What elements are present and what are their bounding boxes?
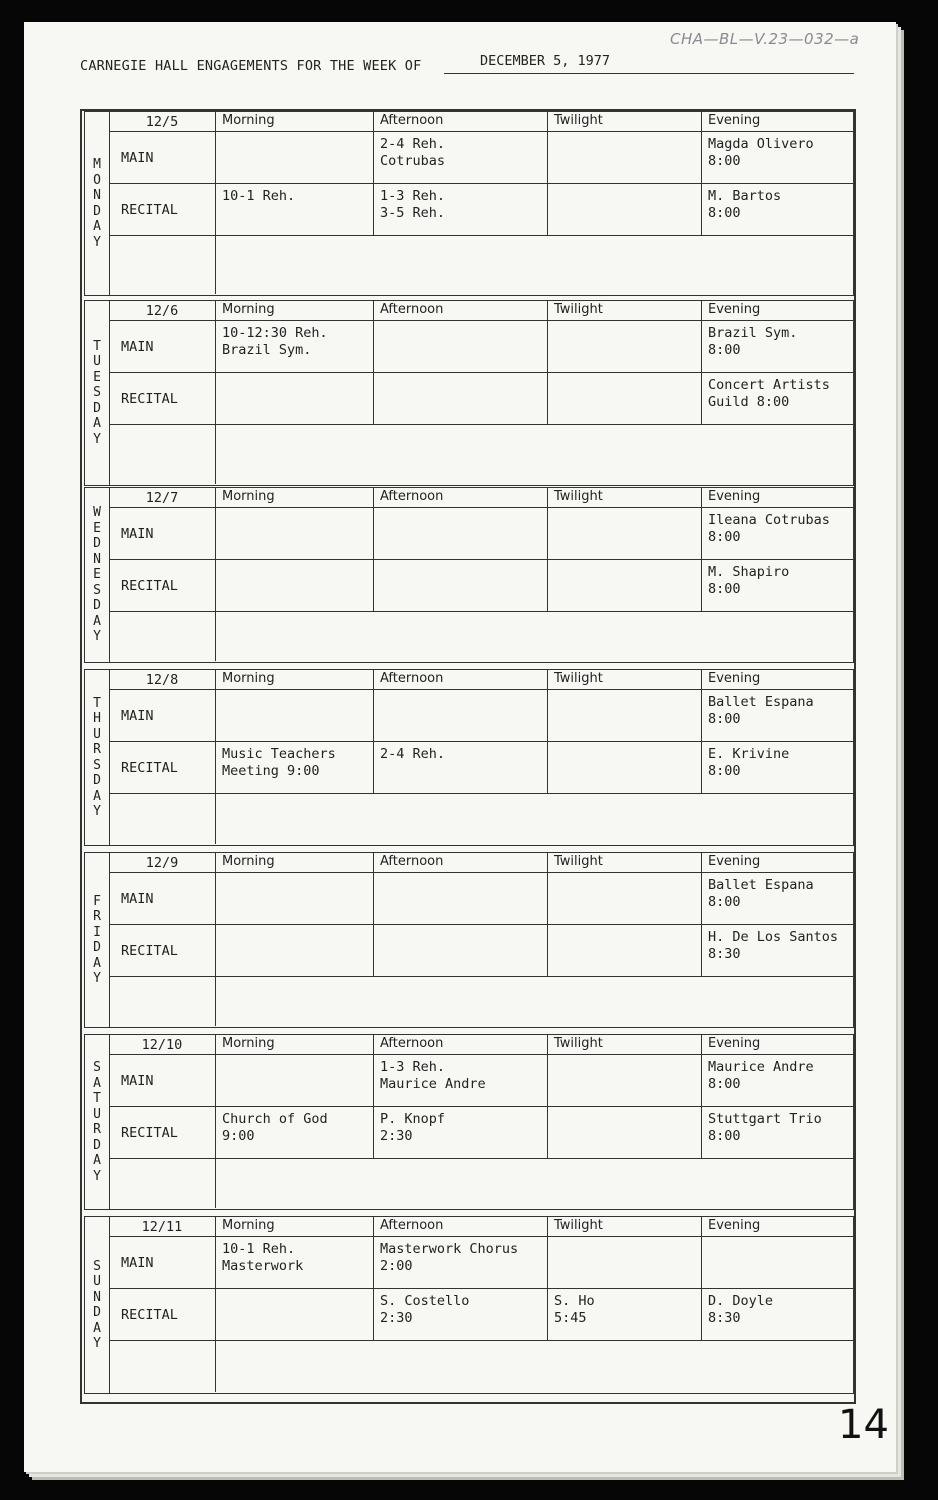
schedule-cell-main-evening: Magda Olivero 8:00 [701,132,855,184]
column-header-twilight: Twilight [547,853,701,873]
column-header-twilight: Twilight [547,1217,701,1237]
room-label-recital: RECITAL [109,373,215,425]
day-date: 12/11 [109,1217,215,1237]
schedule-cell-recital-twilight [547,373,701,425]
column-header-afternoon: Afternoon [373,488,547,508]
schedule-cell-main-twilight [547,508,701,560]
schedule-cell-main-evening: Ballet Espana 8:00 [701,690,855,742]
room-label-main: MAIN [109,132,215,184]
column-header-afternoon: Afternoon [373,1217,547,1237]
room-label-recital: RECITAL [109,742,215,794]
schedule-cell-main-evening: Maurice Andre 8:00 [701,1055,855,1107]
day-name: S U N D A Y [85,1217,110,1393]
day-name: W E D N E S D A Y [85,488,110,662]
day-date: 12/8 [109,670,215,690]
column-header-twilight: Twilight [547,1035,701,1055]
column-header-evening: Evening [701,1035,855,1055]
column-header-twilight: Twilight [547,670,701,690]
room-label-recital: RECITAL [109,1107,215,1159]
column-header-evening: Evening [701,488,855,508]
schedule-cell-main-evening: Brazil Sym. 8:00 [701,321,855,373]
notes-label-area [109,977,215,1026]
schedule-cell-recital-morning: Church of God 9:00 [215,1107,373,1159]
day-name: T U E S D A Y [85,301,110,485]
notes-label-area [109,236,215,294]
schedule-cell-recital-morning [215,373,373,425]
page-number: 14 [838,1402,889,1448]
notes-area [215,425,855,484]
schedule-cell-main-twilight [547,1237,701,1289]
date-underline [444,73,854,74]
schedule-cell-main-morning [215,873,373,925]
day-block-friday [84,852,854,1028]
day-date: 12/5 [109,112,215,132]
schedule-cell-recital-twilight [547,1107,701,1159]
room-label-main: MAIN [109,321,215,373]
column-header-twilight: Twilight [547,112,701,132]
schedule-cell-main-morning [215,508,373,560]
schedule-cell-main-twilight [547,321,701,373]
column-header-afternoon: Afternoon [373,670,547,690]
schedule-cell-recital-morning [215,925,373,977]
schedule-cell-recital-morning [215,1289,373,1341]
schedule-cell-recital-evening: M. Shapiro 8:00 [701,560,855,612]
schedule-cell-recital-evening: M. Bartos 8:00 [701,184,855,236]
schedule-cell-recital-twilight [547,560,701,612]
schedule-cell-main-afternoon [373,508,547,560]
schedule-cell-main-morning [215,690,373,742]
day-date: 12/10 [109,1035,215,1055]
column-header-afternoon: Afternoon [373,112,547,132]
schedule-cell-recital-afternoon [373,373,547,425]
column-header-twilight: Twilight [547,488,701,508]
day-block-wednesday [84,487,854,663]
column-header-morning: Morning [215,112,373,132]
column-header-twilight: Twilight [547,301,701,321]
schedule-cell-recital-afternoon: S. Costello 2:30 [373,1289,547,1341]
schedule-cell-main-afternoon [373,690,547,742]
schedule-cell-recital-afternoon [373,925,547,977]
schedule-cell-recital-evening: H. De Los Santos 8:30 [701,925,855,977]
schedule-cell-main-morning: 10-12:30 Reh. Brazil Sym. [215,321,373,373]
day-block-monday [84,111,854,296]
room-label-main: MAIN [109,508,215,560]
notes-label-area [109,612,215,661]
room-label-main: MAIN [109,873,215,925]
day-date: 12/6 [109,301,215,321]
column-header-afternoon: Afternoon [373,301,547,321]
room-label-recital: RECITAL [109,184,215,236]
document-title: CARNEGIE HALL ENGAGEMENTS FOR THE WEEK OF [80,58,422,74]
schedule-cell-main-afternoon: Masterwork Chorus 2:00 [373,1237,547,1289]
notes-area [215,236,855,294]
schedule-cell-recital-evening: Stuttgart Trio 8:00 [701,1107,855,1159]
day-date: 12/7 [109,488,215,508]
schedule-cell-main-evening [701,1237,855,1289]
schedule-cell-recital-afternoon: 1-3 Reh. 3-5 Reh. [373,184,547,236]
column-header-morning: Morning [215,670,373,690]
schedule-cell-main-evening: Ileana Cotrubas 8:00 [701,508,855,560]
schedule-cell-recital-twilight [547,184,701,236]
schedule-cell-recital-twilight [547,742,701,794]
schedule-cell-main-afternoon: 1-3 Reh. Maurice Andre [373,1055,547,1107]
column-header-evening: Evening [701,853,855,873]
schedule-cell-recital-evening: D. Doyle 8:30 [701,1289,855,1341]
schedule-cell-main-afternoon [373,873,547,925]
day-name: S A T U R D A Y [85,1035,110,1209]
column-header-evening: Evening [701,112,855,132]
day-block-tuesday [84,300,854,486]
notes-area [215,612,855,661]
column-header-afternoon: Afternoon [373,1035,547,1055]
column-header-morning: Morning [215,301,373,321]
column-header-morning: Morning [215,1035,373,1055]
room-label-main: MAIN [109,1055,215,1107]
column-header-morning: Morning [215,1217,373,1237]
notes-label-area [109,1341,215,1392]
schedule-cell-recital-twilight [547,925,701,977]
day-name: F R I D A Y [85,853,110,1027]
schedule-cell-main-morning [215,132,373,184]
day-name: M O N D A Y [85,112,110,295]
schedule-cell-recital-twilight: S. Ho 5:45 [547,1289,701,1341]
notes-label-area [109,425,215,484]
room-label-recital: RECITAL [109,560,215,612]
column-header-morning: Morning [215,853,373,873]
schedule-cell-recital-morning [215,560,373,612]
schedule-cell-main-afternoon [373,321,547,373]
schedule-cell-main-morning: 10-1 Reh. Masterwork [215,1237,373,1289]
column-header-evening: Evening [701,1217,855,1237]
room-label-recital: RECITAL [109,925,215,977]
room-label-main: MAIN [109,690,215,742]
room-label-main: MAIN [109,1237,215,1289]
schedule-cell-recital-afternoon: P. Knopf 2:30 [373,1107,547,1159]
notes-area [215,794,855,844]
column-header-afternoon: Afternoon [373,853,547,873]
schedule-cell-recital-evening: E. Krivine 8:00 [701,742,855,794]
notes-area [215,1341,855,1392]
schedule-cell-recital-evening: Concert Artists Guild 8:00 [701,373,855,425]
schedule-cell-main-twilight [547,1055,701,1107]
schedule-cell-main-evening: Ballet Espana 8:00 [701,873,855,925]
notes-label-area [109,1159,215,1208]
day-block-sunday [84,1216,854,1394]
schedule-cell-recital-morning: 10-1 Reh. [215,184,373,236]
schedule-cell-main-twilight [547,873,701,925]
schedule-cell-main-afternoon: 2-4 Reh. Cotrubas [373,132,547,184]
archive-code-handwritten: CHA—BL—V.23—032—a [670,30,860,48]
notes-label-area [109,794,215,844]
room-label-recital: RECITAL [109,1289,215,1341]
day-name: T H U R S D A Y [85,670,110,845]
schedule-cell-recital-morning: Music Teachers Meeting 9:00 [215,742,373,794]
notes-area [215,977,855,1026]
week-of-date: DECEMBER 5, 1977 [480,53,611,69]
day-block-thursday [84,669,854,846]
column-header-evening: Evening [701,301,855,321]
day-date: 12/9 [109,853,215,873]
schedule-cell-main-twilight [547,690,701,742]
schedule-cell-main-morning [215,1055,373,1107]
schedule-cell-recital-afternoon [373,560,547,612]
column-header-evening: Evening [701,670,855,690]
schedule-cell-main-twilight [547,132,701,184]
day-block-saturday [84,1034,854,1210]
notes-area [215,1159,855,1208]
column-header-morning: Morning [215,488,373,508]
schedule-cell-recital-afternoon: 2-4 Reh. [373,742,547,794]
